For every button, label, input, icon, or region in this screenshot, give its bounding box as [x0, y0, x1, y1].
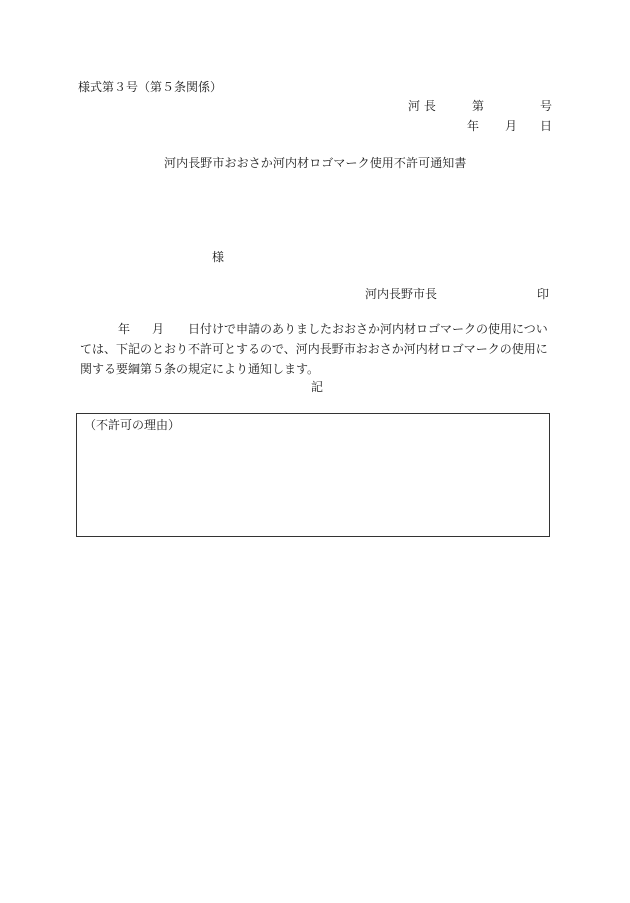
document-number-prefix: 河 長: [408, 99, 436, 113]
notice-body: [80, 323, 555, 383]
reason-label: （不許可の理由）: [84, 418, 181, 432]
notice-body-line: [80, 343, 555, 363]
body-line3-text: 関する要綱第５条の規定により通知します。: [80, 362, 320, 376]
document-title: 河内長野市おおさか河内材ロゴマーク使用不許可通知書: [164, 156, 467, 170]
notice-body-line: [80, 323, 555, 343]
ki-heading: 記: [311, 380, 324, 394]
form-number: 様式第３号（第５条関係）: [78, 80, 223, 94]
addressee-suffix: 様: [212, 250, 225, 264]
document-number-go: 号: [540, 99, 553, 113]
body-line1-text: 日付けで申請のありましたおおさか河内材ロゴマークの使用につい: [188, 322, 548, 336]
reason-box: [76, 413, 550, 537]
seal-mark: 印: [537, 287, 550, 301]
issue-date-month: 月: [505, 119, 518, 133]
body-line2-text: ては、下記のとおり不許可とするので、河内長野市おおさか河内材ロゴマークの使用に: [80, 342, 548, 356]
body-year: 年: [118, 322, 131, 336]
document-number-dai: 第: [472, 99, 485, 113]
body-month: 月: [152, 322, 165, 336]
issuer-name: 河内長野市長: [365, 287, 438, 301]
issue-date-year: 年: [467, 119, 480, 133]
issue-date-day: 日: [540, 119, 553, 133]
